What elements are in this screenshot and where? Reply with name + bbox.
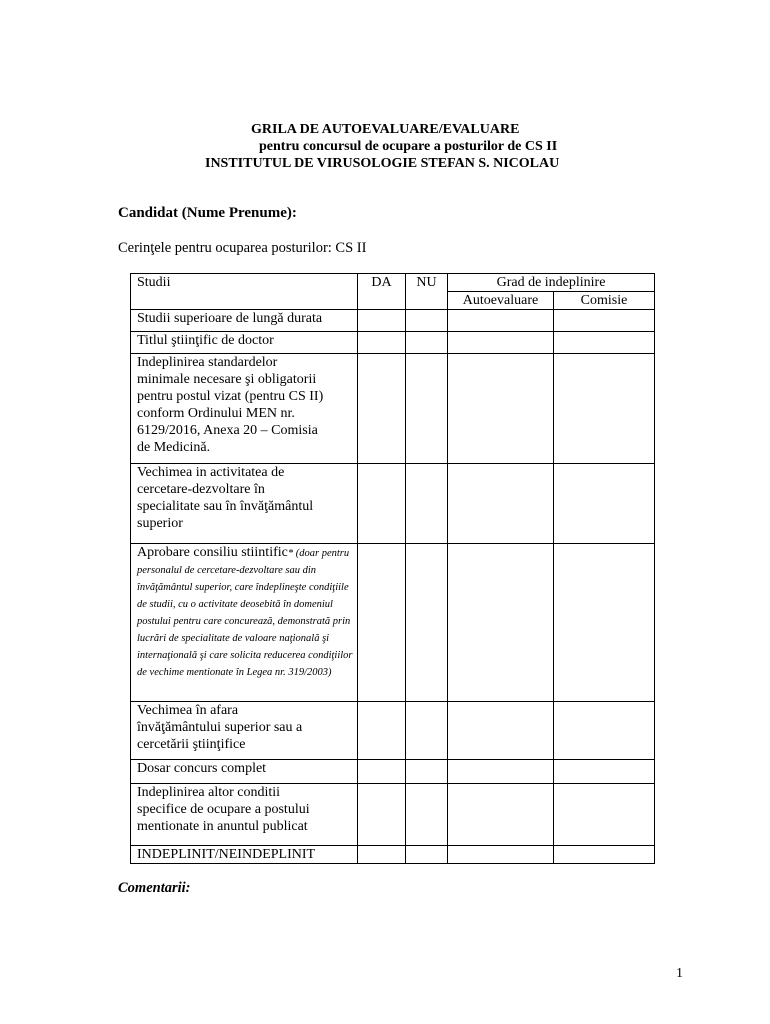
table-row — [131, 760, 655, 784]
evaluation-table — [130, 273, 655, 864]
row-label: Vechimea in activitatea de cercetare-dezvoltare în specialitate sau în învăţământul superior — [131, 464, 358, 544]
row-label: Indeplinirea altor conditii specifice de ocupare a postului mentionate in anuntul publicat — [131, 784, 358, 846]
comisie-cell[interactable] — [554, 702, 655, 760]
da-cell[interactable] — [358, 544, 406, 702]
comisie-cell[interactable] — [554, 464, 655, 544]
row-label: Titlul ştiinţific de doctor — [131, 332, 358, 354]
header-autoevaluare: Autoevaluare — [448, 292, 554, 310]
table-row-result — [131, 846, 655, 864]
header-grad: Grad de indeplinire — [448, 274, 655, 292]
autoevaluare-cell[interactable] — [448, 354, 554, 464]
header-studii: Studii — [131, 274, 358, 310]
document-subtitle: pentru concursul de ocupare a posturilor de CS II — [259, 139, 558, 154]
comisie-cell[interactable] — [554, 310, 655, 332]
comisie-cell[interactable] — [554, 354, 655, 464]
table-row — [131, 354, 655, 464]
nu-cell[interactable] — [406, 702, 448, 760]
row-footnote: * (doar pentru personalul de cercetare-dezvoltare sau din învăţământul superior, care îndeplineşte condiţiile de studii, cu o activitate deosebită în domeniul postului pentru care concurează, demonstrată prin lucrări de specialitate de valoare naţională şi internaţională şi care solicita reducerea condiţiilor de vechime mentionate în Legea nr. 319/2003) — [137, 548, 353, 678]
table-row — [131, 464, 655, 544]
da-cell[interactable] — [358, 784, 406, 846]
comisie-cell[interactable] — [554, 784, 655, 846]
autoevaluare-cell[interactable] — [448, 332, 554, 354]
da-cell[interactable] — [358, 760, 406, 784]
da-cell[interactable] — [358, 310, 406, 332]
header-nu: NU — [406, 274, 448, 310]
row-label: INDEPLINIT/NEINDEPLINIT — [131, 846, 358, 864]
da-cell[interactable] — [358, 332, 406, 354]
nu-cell[interactable] — [406, 354, 448, 464]
document-title: GRILA DE AUTOEVALUARE/EVALUARE — [251, 122, 520, 137]
table-row — [131, 332, 655, 354]
nu-cell[interactable] — [406, 784, 448, 846]
nu-cell[interactable] — [406, 332, 448, 354]
nu-cell[interactable] — [406, 310, 448, 332]
da-cell[interactable] — [358, 464, 406, 544]
table-row — [131, 784, 655, 846]
nu-cell[interactable] — [406, 846, 448, 864]
institute-name: INSTITUTUL DE VIRUSOLOGIE STEFAN S. NICOLAU — [205, 156, 560, 171]
page-number: 1 — [676, 966, 683, 981]
row-label: Studii superioare de lungă durata — [131, 310, 358, 332]
table-row — [131, 702, 655, 760]
row-label-main: Aprobare consiliu stiintific — [137, 545, 288, 560]
autoevaluare-cell[interactable] — [448, 544, 554, 702]
autoevaluare-cell[interactable] — [448, 464, 554, 544]
header-comisie: Comisie — [554, 292, 655, 310]
row-label: Vechimea în afara învăţământului superior sau a cercetării ştiinţifice — [131, 702, 358, 760]
candidate-label: Candidat (Nume Prenume): — [118, 205, 297, 221]
table-header-row — [131, 274, 655, 292]
da-cell[interactable] — [358, 354, 406, 464]
row-label — [131, 544, 358, 702]
autoevaluare-cell[interactable] — [448, 760, 554, 784]
nu-cell[interactable] — [406, 464, 448, 544]
row-label: Dosar concurs complet — [131, 760, 358, 784]
table-row — [131, 544, 655, 702]
header-da: DA — [358, 274, 406, 310]
nu-cell[interactable] — [406, 544, 448, 702]
da-cell[interactable] — [358, 846, 406, 864]
comisie-cell[interactable] — [554, 760, 655, 784]
nu-cell[interactable] — [406, 760, 448, 784]
comisie-cell[interactable] — [554, 332, 655, 354]
comisie-cell[interactable] — [554, 544, 655, 702]
da-cell[interactable] — [358, 702, 406, 760]
comisie-cell[interactable] — [554, 846, 655, 864]
autoevaluare-cell[interactable] — [448, 310, 554, 332]
autoevaluare-cell[interactable] — [448, 702, 554, 760]
comments-label: Comentarii: — [118, 880, 191, 896]
requirements-line: Cerinţele pentru ocuparea posturilor: CS II — [118, 240, 367, 256]
autoevaluare-cell[interactable] — [448, 784, 554, 846]
row-label: Indeplinirea standardelor minimale necesare şi obligatorii pentru postul vizat (pentru CS II) conform Ordinului MEN nr. 6129/2016, Anexa 20 – Comisia de Medicină. — [131, 354, 358, 464]
autoevaluare-cell[interactable] — [448, 846, 554, 864]
table-row — [131, 310, 655, 332]
